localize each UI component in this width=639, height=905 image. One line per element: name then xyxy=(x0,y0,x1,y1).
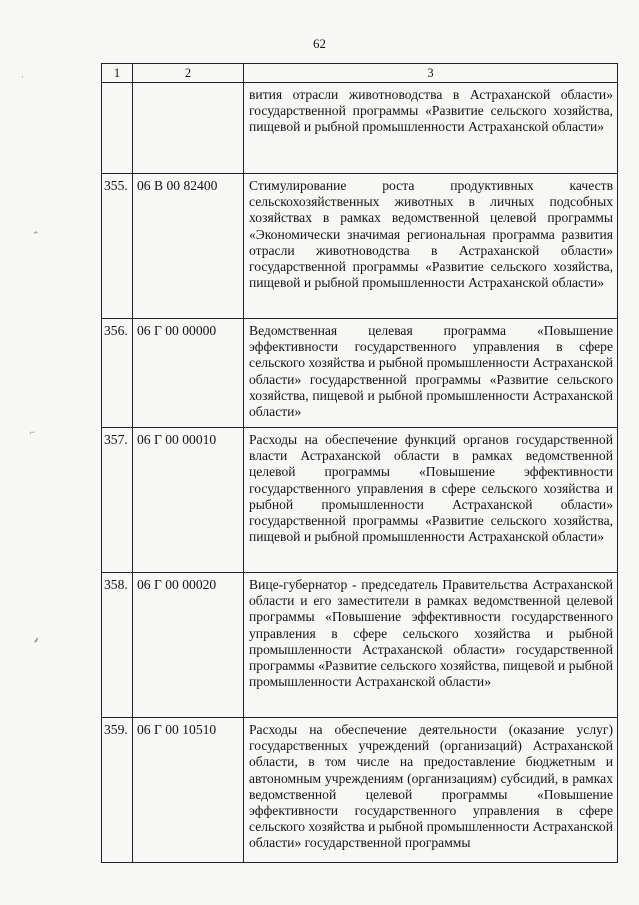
scan-speck: · xyxy=(21,72,24,82)
row-number: 355. xyxy=(102,174,133,319)
table-row xyxy=(102,174,618,319)
row-number: 357. xyxy=(102,428,133,573)
budget-classification-table xyxy=(101,63,618,863)
row-code xyxy=(133,83,244,174)
table-row xyxy=(102,83,618,174)
row-description: Расходы на обеспечение деятельности (оказание услуг) государственных учреждений (организаций) Астраханской области, в том числе на предоставление бюджетным и автономным учреждениям (организациям) субсидий, в рамках ведомственной целевой программы «Повышение эффективности государственного управления в сфере сельского хозяйства и рыбной промышленности Астраханской области» государственной программы xyxy=(244,718,618,863)
row-number: 359. xyxy=(102,718,133,863)
column-header: 2 xyxy=(133,64,244,83)
row-number xyxy=(102,83,133,174)
table-row xyxy=(102,718,618,863)
row-code: 06 Г 00 00010 xyxy=(133,428,244,573)
scan-speck: ⸙ xyxy=(33,635,40,645)
table-row xyxy=(102,319,618,428)
row-description: Стимулирование роста продуктивных качеств сельскохозяйственных животных в личных подсобных хозяйствах в рамках ведомственной целевой программы «Экономически значимая региональная программа развития отрасли животноводства в Астраханской области» государственной программы «Развитие сельского хозяйства, пищевой и рыбной промышленности Астраханской области» xyxy=(244,174,618,319)
scan-speck: ⌃ xyxy=(32,230,40,240)
row-code: 06 Г 00 00000 xyxy=(133,319,244,428)
row-number: 356. xyxy=(102,319,133,428)
row-number: 358. xyxy=(102,573,133,718)
column-header: 1 xyxy=(102,64,133,83)
row-code: 06 Г 00 10510 xyxy=(133,718,244,863)
row-code: 06 Г 00 00020 xyxy=(133,573,244,718)
table-row xyxy=(102,428,618,573)
row-description: Ведомственная целевая программа «Повышение эффективности государственного управления в сфере сельского хозяйства и рыбной промышленности Астраханской области» государственной программы «Развитие сельского хозяйства, пищевой и рыбной промышленности Астраханской области» xyxy=(244,319,618,428)
table-row xyxy=(102,573,618,718)
page-number: 62 xyxy=(313,36,326,51)
column-header: 3 xyxy=(244,64,618,83)
row-description: Расходы на обеспечение функций органов государственной власти Астраханской области в рамках ведомственной целевой программы «Повышение эффективности государственного управления в сфере сельского хозяйства и рыбной промышленности Астраханской области» государственной программы «Развитие сельского хозяйства, пищевой и рыбной промышленности Астраханской области» xyxy=(244,428,618,573)
table-header-row xyxy=(102,64,618,83)
row-description: вития отрасли животноводства в Астраханской области» государственной программы «Развитие сельского хозяйства, пищевой и рыбной промышленности Астраханской области» xyxy=(244,83,618,174)
row-code: 06 В 00 82400 xyxy=(133,174,244,319)
scan-speck: ⌐ xyxy=(30,427,36,437)
row-description: Вице-губернатор - председатель Правительства Астраханской области и его заместители в рамках ведомственной целевой программы «Повышение эффективности государственного управления в сфере сельского хозяйства и рыбной промышленности Астраханской области» государственной программы «Развитие сельского хозяйства, пищевой и рыбной промышленности Астраханской области» xyxy=(244,573,618,718)
